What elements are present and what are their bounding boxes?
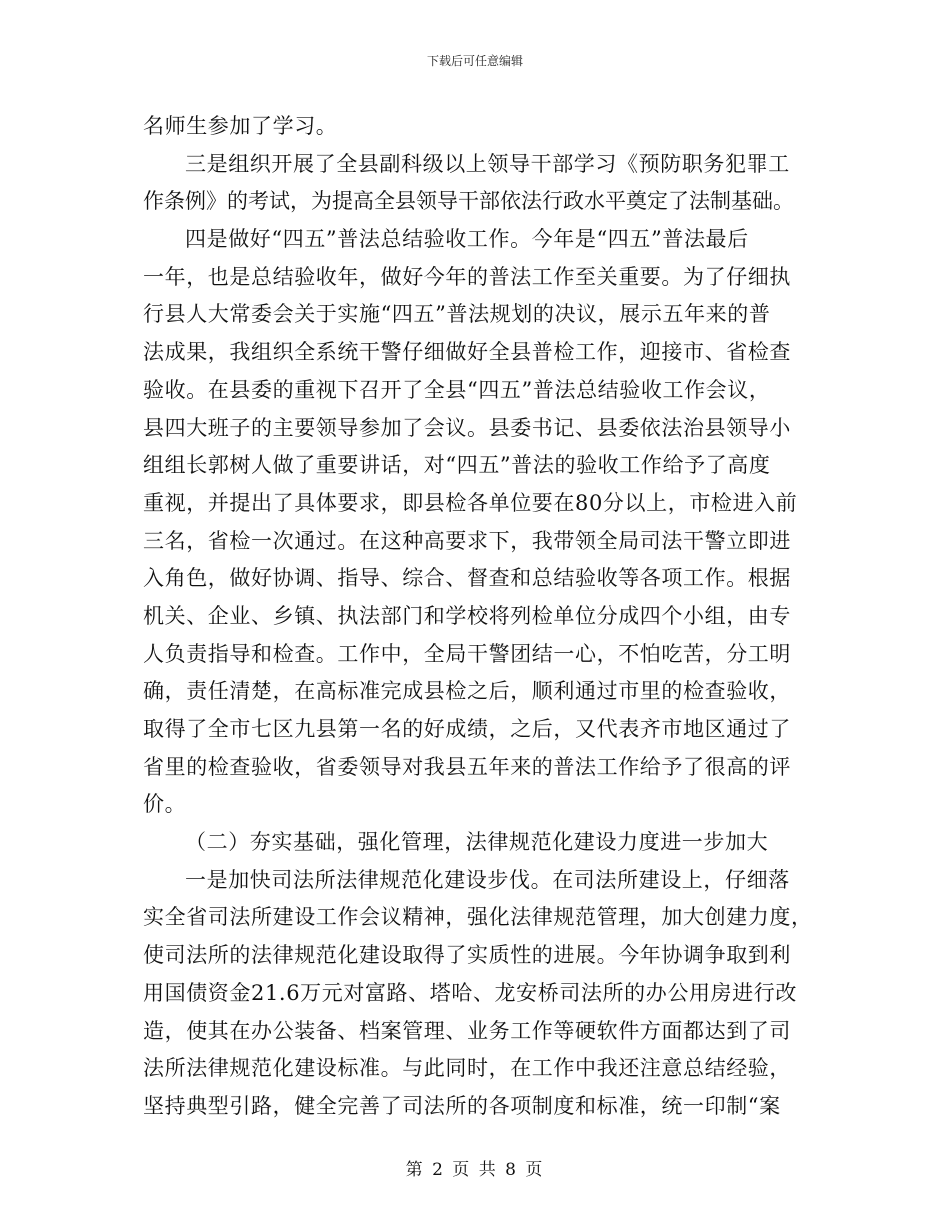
text-line: 验收。在县委的重视下召开了全县“四五”普法总结验收工作会议，: [143, 377, 771, 402]
text-line: 用国债资金21.6万元对富路、塔哈、龙安桥司法所的办公用房进行改: [143, 980, 797, 1005]
text-line: 名师生参加了学习。: [143, 114, 338, 138]
text-line: 使司法所的法律规范化建设取得了实质性的进展。今年协调争取到利: [143, 943, 791, 968]
text-line: 一年，也是总结验收年，做好今年的普法工作至关重要。为了仔细执: [143, 264, 791, 289]
text-line: 一是加快司法所法律规范化建设步伐。在司法所建设上，仔细落: [185, 867, 790, 892]
text-line: 法所法律规范化建设标准。与此同时，在工作中我还注意总结经验，: [143, 1056, 791, 1081]
page-header: 下载后可任意编辑: [426, 54, 523, 68]
text-line: 省里的检查验收，省委领导对我县五年来的普法工作给予了很高的评: [143, 754, 791, 779]
text-line: 确，责任清楚，在高标准完成县检之后，顺利通过市里的检查验收，: [143, 679, 791, 704]
text-line: 三是组织开展了全县副科级以上领导干部学习《预防职务犯罪工: [185, 151, 790, 176]
text-line: 坚持典型引路，健全完善了司法所的各项制度和标准，统一印制“案: [143, 1093, 781, 1118]
text-line: 四是做好“四五”普法总结验收工作。今年是“四五”普法最后: [185, 227, 749, 252]
text-line: 重视，并提出了具体要求，即县检各单位要在80分以上，市检进入前: [143, 490, 798, 515]
text-line: 取得了全市七区九县第一名的好成绩，之后，又代表齐市地区通过了: [143, 717, 791, 741]
section-heading: （二）夯实基础，强化管理，法律规范化建设力度进一步加大: [185, 830, 769, 855]
text-line: 实全省司法所建设工作会议精神，强化法律规范管理，加大创建力度，: [143, 905, 813, 930]
text-line: 组组长郭树人做了重要讲话，对“四五”普法的验收工作给予了高度: [143, 453, 771, 478]
text-line: 三名，省检一次通过。在这种高要求下，我带领全局司法干警立即进: [143, 528, 791, 553]
page-footer: 第 2 页 共 8 页: [405, 1160, 545, 1180]
text-line: 机关、企业、乡镇、执法部门和学校将列检单位分成四个小组，由专: [143, 603, 791, 628]
text-line: 法成果，我组织全系统干警仔细做好全县普检工作，迎接市、省检查: [143, 340, 791, 365]
text-line: 人负责指导和检查。工作中，全局干警团结一心，不怕吃苦，分工明: [143, 641, 791, 666]
document-body: [143, 108, 811, 1126]
text-line: 入角色，做好协调、指导、综合、督查和总结验收等各项工作。根据: [143, 566, 791, 591]
text-line: 行县人大常委会关于实施“四五”普法规划的决议，展示五年来的普: [143, 302, 771, 327]
text-line: 价。: [143, 792, 187, 817]
text-line: 作条例》的考试，为提高全县领导干部依法行政水平奠定了法制基础。: [143, 189, 794, 214]
text-line: 造，使其在办公装备、档案管理、业务工作等硬软件方面都达到了司: [143, 1018, 791, 1043]
text-line: 县四大班子的主要领导参加了会议。县委书记、县委依法治县领导小: [143, 415, 791, 440]
